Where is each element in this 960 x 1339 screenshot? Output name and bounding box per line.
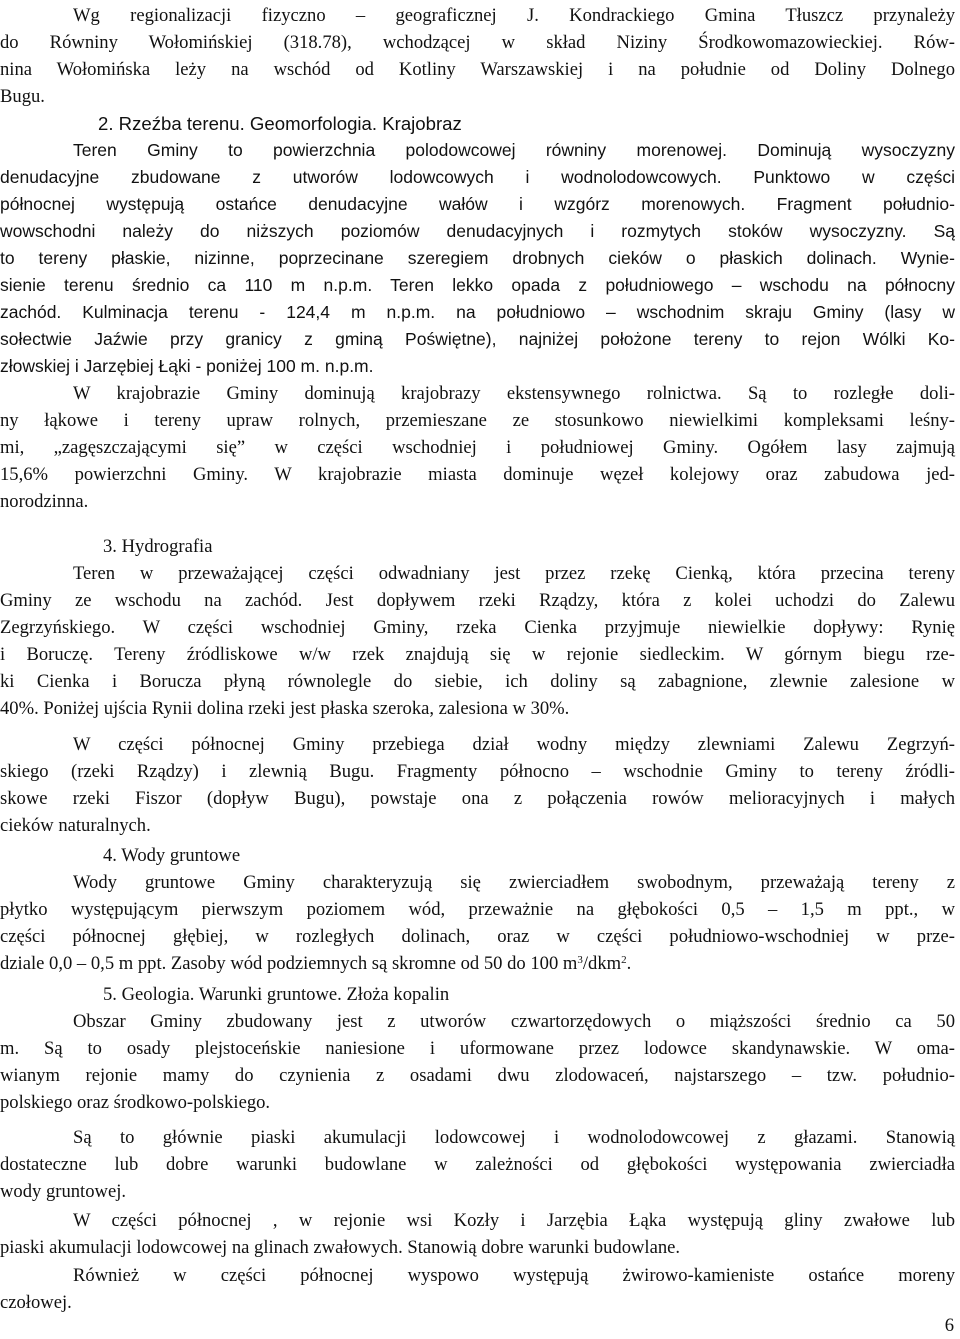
paragraph-hydrography (0, 560, 955, 722)
text-line: Teren w przeważającej części odwadniany jest przez rzekę Cienką, która przecina tereny (73, 563, 955, 584)
text-line: wody gruntowej. (0, 1181, 127, 1202)
text-line: czołowej. (0, 1292, 72, 1313)
section-heading-groundwater: 4. Wody gruntowe (103, 845, 241, 866)
text-line: sołectwie Jaźwie przy granicy z gminą Poświętne), najniżej położone tereny to rejon Wólki Ko- (0, 329, 955, 349)
text-segment: /dkm (582, 953, 622, 974)
text-line: skiego (rzeki Rządzy) i zlewnią Bugu. Fragmenty północno – wschodnie Gminy to tereny źródli- (0, 761, 955, 782)
text-line: W krajobrazie Gminy dominują krajobrazy ekstensywnego rolnictwa. Są to rozległe doli- (73, 383, 955, 404)
text-line: wianym rejonie mamy do czynienia z osadami dwu zlodowaceń, najstarszego – tzw. południo- (0, 1065, 955, 1086)
section-heading-relief: 2. Rzeźba terenu. Geomorfologia. Krajobraz (98, 113, 462, 134)
text-line: Gminy ze wschodu na zachód. Jest dopływem rzeki Rządzy, która z kolei uchodzi do Zalewu (0, 590, 955, 611)
text-line: Teren Gminy to powierzchnia polodowcowej równiny morenowej. Dominują wysoczyzny (73, 140, 955, 160)
text-line: płytko występującym pierwszym poziomem wód, przeważnie na głębokości 0,5 – 1,5 m ppt., w (0, 899, 955, 920)
text-line: Zegrzyńskiego. W części wschodniej Gminy, rzeka Cienka przyjmuje niewielkie dopływy: Rynię (0, 617, 955, 638)
text-line: złowskiej i Jarzębiej Łąki - poniżej 100 m. n.p.m. (0, 356, 374, 376)
paragraph-relief (0, 137, 955, 380)
text-segment: dziale 0,0 – 0,5 m ppt. Zasoby wód podziemnych są skromne od 50 do 100 m (0, 953, 578, 974)
page-number: 6 (944, 1315, 954, 1336)
superscript: 2 (621, 954, 627, 966)
superscript: 3 (577, 954, 583, 966)
text-line: to tereny płaskie, nizinne, poprzecinane szeregiem drobnych cieków o płaskich dolinach. Wynie- (0, 248, 955, 268)
text-line: zachód. Kulminacja terenu - 124,4 m n.p.m. na południowo – wschodnim skraju Gminy (lasy w (0, 302, 955, 322)
text-line: do Równiny Wołomińskiej (318.78), wchodzącej w skład Niziny Środkowomazowieckiej. Rów- (0, 32, 955, 53)
paragraph-geology (0, 1008, 955, 1116)
text-line: ki Cienka i Borucza płyną równolegle do siebie, ich doliny są zabagnione, zlewnie zalesione w (0, 671, 955, 692)
text-line: i Boruczę. Tereny źródliskowe w/w rzek znajdują się w rejonie siedleckim. W górnym biegu rze- (0, 644, 955, 665)
paragraph-groundwater (0, 869, 955, 977)
text-line: sienie terenu średnio ca 110 m n.p.m. Teren lekko opada z południowego – wschodu na północny (0, 275, 955, 295)
paragraph-watershed (0, 731, 955, 839)
text-line: północnej występują ostańce denudacyjne wałów i wzgórz morenowych. Fragment południo- (0, 194, 955, 214)
text-line: Obszar Gminy zbudowany jest z utworów czwartorzędowych o miąższości średnio ca 50 (73, 1011, 955, 1032)
text-line: ny łąkowe i tereny upraw rolnych, przemieszane ze stosunkowo niewielkimi kompleksami leśny- (0, 410, 955, 431)
text-line: norodzinna. (0, 491, 89, 512)
text-line: dostateczne lub dobre warunki budowlane w zależności od głębokości występowania zwierciadła (0, 1154, 955, 1175)
text-line: Wody gruntowe Gminy charakteryzują się zwierciadłem swobodnym, przeważają tereny z (73, 872, 955, 893)
section-heading-hydrography: 3. Hydrografia (103, 536, 213, 557)
paragraph-moraines (0, 1262, 955, 1316)
text-line: Są to głównie piaski akumulacji lodowcowej i wodnolodowcowej z głazami. Stanowią (73, 1127, 955, 1148)
paragraph-regionalization (0, 2, 955, 110)
text-line: 15,6% powierzchni Gminy. W krajobrazie miasta dominuje węzeł kolejowy oraz zabudowa jed- (0, 464, 955, 485)
text-line: mi, „zagęszczającymi się” w części wschodniej i południowej Gminy. Ogółem lasy zajmują (0, 437, 955, 458)
text-line: Bugu. (0, 86, 45, 107)
text-line (0, 950, 955, 977)
section-heading-geology: 5. Geologia. Warunki gruntowe. Złoża kopalin (103, 984, 450, 1005)
text-line: skowe rzeki Fiszor (dopływ Bugu), powstaje ona z połączenia rowów melioracyjnych i małych (0, 788, 955, 809)
paragraph-sands (0, 1124, 955, 1205)
text-line: Również w części północnej wyspowo występują żwirowo-kamieniste ostańce moreny (73, 1265, 955, 1286)
paragraph-landscape (0, 380, 955, 515)
text-line: polskiego oraz środkowo-polskiego. (0, 1092, 271, 1113)
text-line: nina Wołomińska leży na wschód od Kotliny Warszawskiej i na południe od Doliny Dolnego (0, 59, 955, 80)
paragraph-clays (0, 1207, 955, 1261)
text-line: W części północnej , w rejonie wsi Kozły i Jarzębia Łąka występują gliny zwałowe lub (73, 1210, 955, 1231)
text-segment: . (626, 953, 632, 974)
text-line: części północnej głębiej, w rozległych dolinach, oraz w części południowo-wschodniej w prze- (0, 926, 955, 947)
text-line: wowschodni należy do niższych poziomów denudacyjnych i rozmytych stoków wysoczyzny. Są (0, 221, 955, 241)
text-line: cieków naturalnych. (0, 815, 151, 836)
text-line: 40%. Poniżej ujścia Rynii dolina rzeki jest płaska szeroka, zalesiona w 30%. (0, 698, 570, 719)
text-line: piaski akumulacji lodowcowej na glinach zwałowych. Stanowią dobre warunki budowlane. (0, 1237, 681, 1258)
text-line: denudacyjne zbudowane z utworów lodowcowych i wodnolodowcowych. Punktowo w części (0, 167, 955, 187)
text-line: Wg regionalizacji fizyczno – geograficznej J. Kondrackiego Gmina Tłuszcz przynależy (73, 5, 955, 26)
text-line: m. Są to osady plejstoceńskie naniesione i uformowane przez lodowce skandynawskie. W oma- (0, 1038, 955, 1059)
text-line: W części północnej Gminy przebiega dział wodny między zlewniami Zalewu Zegrzyń- (73, 734, 955, 755)
